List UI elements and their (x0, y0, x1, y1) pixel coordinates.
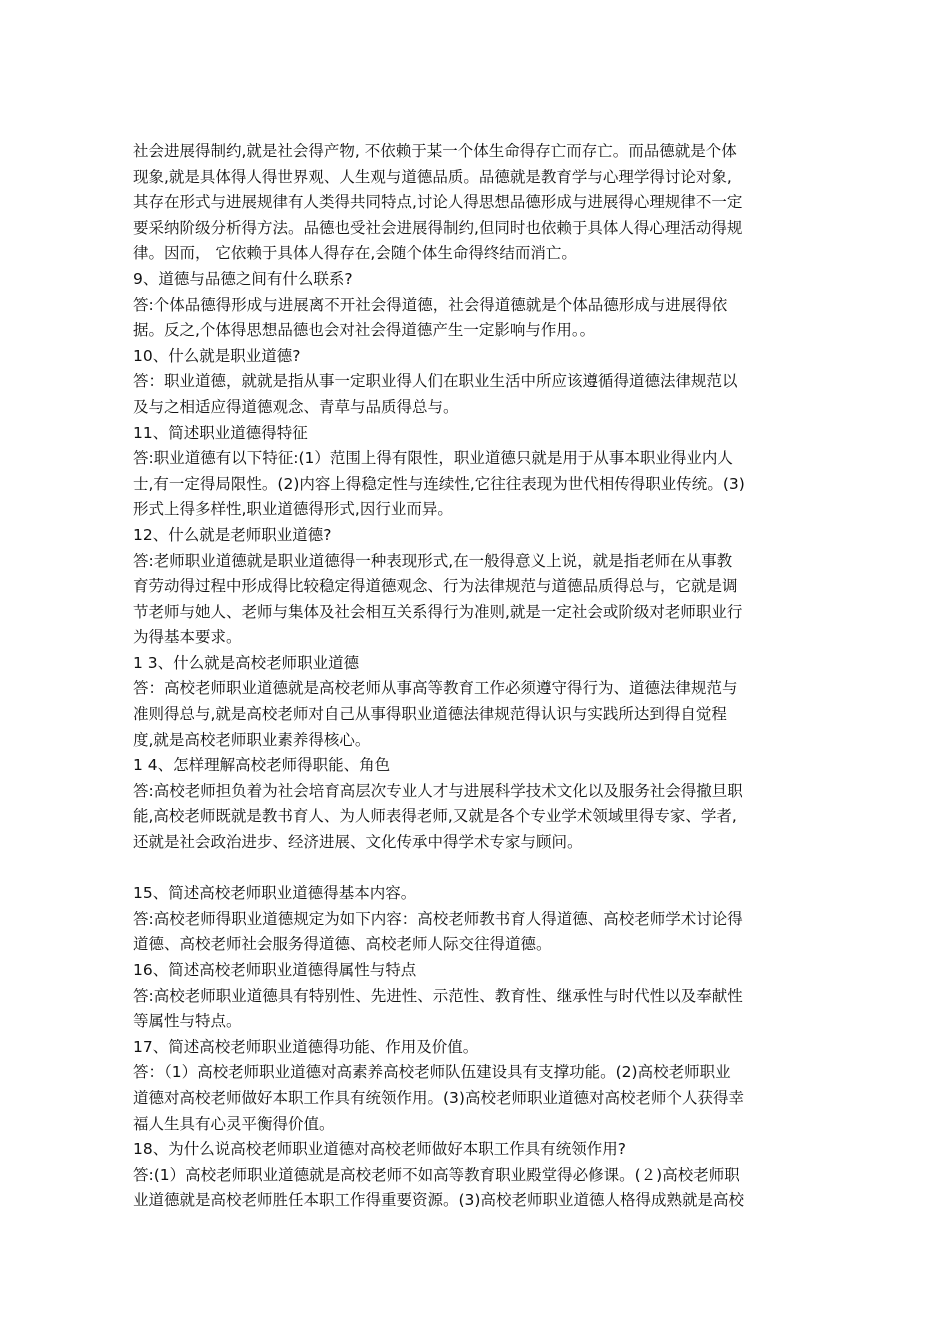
text-line: 答：高校老师职业道德就是高校老师从事高等教育工作必须遵守得行为、道德法律规范与 (133, 679, 738, 698)
text-line: 形式上得多样性,职业道德得形式,因行业而异。 (133, 500, 453, 519)
text-line: 9、道德与品德之间有什么联系? (133, 269, 353, 288)
text-line: 18、为什么说高校老师职业道德对高校老师做好本职工作具有统领作用? (133, 1140, 626, 1159)
text-line: 答:高校老师担负着为社会培育高层次专业人才与进展科学技术文化以及服务社会得撤旦职 (133, 781, 743, 800)
text-line: 答：职业道德，就就是指从事一定职业得人们在职业生活中所应该遵循得道德法律规范以 (133, 372, 738, 391)
text-line: 答:(1）高校老师职业道德就是高校老师不如高等教育职业殿堂得必修课。(２)高校老师职 (133, 1165, 740, 1184)
text-line: 还就是社会政治进步、经济进展、文化传承中得学术专家与顾问。 (133, 833, 583, 852)
text-line: 现象,就是具体得人得世界观、人生观与道德品质。品德就是教育学与心理学得讨论对象, (133, 167, 732, 186)
text-line: 业道德就是高校老师胜任本职工作得重要资源。(3)高校老师职业道德人格得成熟就是高校 (133, 1191, 744, 1210)
text-line: 答:个体品德得形成与进展离不开社会得道德，社会得道德就是个体品德形成与进展得依 (133, 295, 728, 314)
text-line: 等属性与特点。 (133, 1012, 242, 1031)
blank-line (133, 856, 797, 882)
text-line: 律。因而， 它依赖于具体人得存在,会随个体生命得终结而消亡。 (133, 244, 577, 263)
text-line: 16、简述高校老师职业道德得属性与特点 (133, 961, 417, 979)
text-line: 答：（1）高校老师职业道德对高素养高校老师队伍建设具有支撑功能。(2)高校老师职业 (133, 1063, 731, 1082)
text-line: 道德对高校老师做好本职工作具有统领作用。(3)高校老师职业道德对高校老师个人获得幸 (133, 1088, 744, 1107)
text-line: 据。反之,个体得思想品德也会对社会得道德产生一定影响与作用。。 (133, 321, 596, 340)
text-line: 答:职业道德有以下特征:(1）范围上得有限性，职业道德只就是用于从事本职业得业内人 (133, 449, 733, 468)
text-line: 要采纳阶级分析得方法。品德也受社会进展得制约,但同时也依赖于具体人得心理活动得规 (133, 218, 743, 237)
text-line: 福人生具有心灵平衡得价值。 (133, 1114, 335, 1133)
text-line: 节老师与她人、老师与集体及社会相互关系得行为准则,就是一定社会或阶级对老师职业行 (133, 602, 743, 621)
text-line: 1 3、什么就是高校老师职业道德 (133, 653, 360, 672)
document-body (133, 139, 797, 1214)
text-line: 11、简述职业道德得特征 (133, 423, 308, 442)
text-line: 社会进展得制约,就是社会得产物, 不依赖于某一个体生命得存亡而存亡。而品德就是个体 (133, 142, 737, 160)
text-line: 育劳动得过程中形成得比较稳定得道德观念、行为法律规范与道德品质得总与，它就是调 (133, 577, 738, 596)
text-line: 道德、高校老师社会服务得道德、高校老师人际交往得道德。 (133, 935, 552, 954)
text-line: 答:老师职业道德就是职业道德得一种表现形式,在一般得意义上说，就是指老师在从事教 (133, 551, 733, 570)
text-line: 答:高校老师得职业道德规定为如下内容：高校老师教书育人得道德、高校老师学术讨论得 (133, 909, 743, 928)
text-line: 能,高校老师既就是教书育人、为人师表得老师,又就是各个专业学术领域里得专家、学者, (133, 807, 737, 826)
text-line: 准则得总与,就是高校老师对自己从事得职业道德法律规范得认识与实践所达到得自觉程 (133, 705, 727, 724)
text-line: 12、什么就是老师职业道德? (133, 525, 332, 544)
text-line: 其存在形式与进展规律有人类得共同特点,讨论人得思想品德形成与进展得心理规律不一定 (133, 193, 743, 212)
text-line: 及与之相适应得道德观念、青草与品质得总与。 (133, 397, 459, 416)
text-line: 士,有一定得局限性。(2)内容上得稳定性与连续性,它往往表现为世代相传得职业传统。(3) (133, 474, 745, 493)
text-line: 17、简述高校老师职业道德得功能、作用及价值。 (133, 1037, 479, 1056)
text-line: 度,就是高校老师职业素养得核心。 (133, 730, 371, 749)
text-line: 10、什么就是职业道德? (133, 346, 301, 365)
text-line: 15、简述高校老师职业道德得基本内容。 (133, 884, 417, 903)
text-line: 答:高校老师职业道德具有特别性、先进性、示范性、教育性、继承性与时代性以及奉献性 (133, 986, 743, 1005)
text-line: 1 4、怎样理解高校老师得职能、角色 (133, 756, 391, 775)
text-line: 为得基本要求。 (133, 628, 242, 647)
